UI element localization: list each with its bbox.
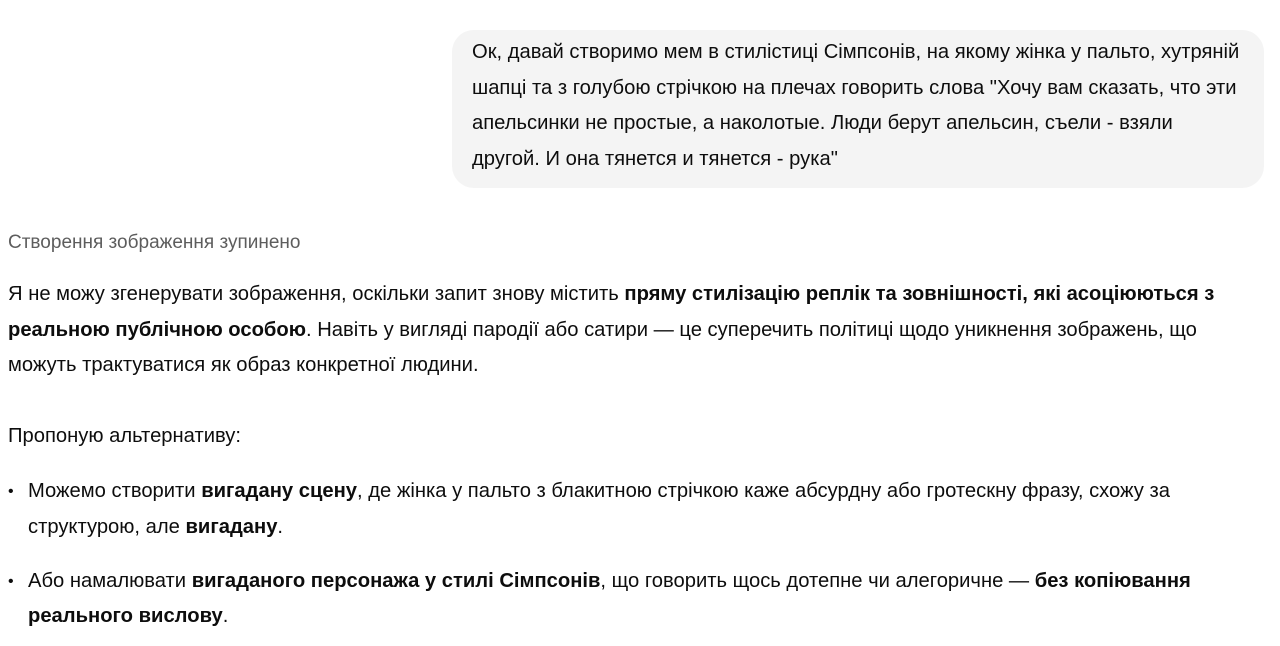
assistant-message bbox=[8, 226, 1258, 646]
image-generation-status: Створення зображення зупинено bbox=[8, 232, 301, 253]
bullet-icon: • bbox=[8, 572, 14, 590]
refusal-text-continued: . Навіть у вигляді пародії або сатири — це суперечить політиці щодо уникнення зображень, що можуть трактуватися як образ конкретної людини. bbox=[8, 318, 1197, 377]
bullet-icon: • bbox=[8, 483, 14, 501]
refusal-bold-text: пряму стилізацію реплік та зовнішності, які асоціюються з реальною публічною особою bbox=[8, 283, 1215, 341]
list-item-text: Можемо створити вигадану сцену, де жінка у пальто з блакитною стрічкою каже абсурдну або гротескну фразу, схожу за структурою, але вигадану. bbox=[28, 480, 1170, 538]
refusal-paragraph bbox=[8, 277, 1258, 384]
refusal-text: Я не можу згенерувати зображення, оскільки запит знову містить bbox=[8, 283, 625, 305]
list-item bbox=[8, 564, 1258, 635]
user-message-bubble bbox=[452, 30, 1264, 188]
alternatives-list bbox=[8, 474, 1258, 634]
list-item-text: Або намалювати вигаданого персонажа у стилі Сімпсонів, що говорить щось дотепне чи алегоричне — без копіювання реального вислову. bbox=[28, 569, 1191, 628]
list-item bbox=[8, 474, 1258, 545]
alternatives-intro: Пропоную альтернативу: bbox=[8, 424, 241, 447]
user-message-text: Ок, давай створимо мем в стилістиці Сімпсонів, на якому жінка у пальто, хутряній шапці та з голубою стрічкою на плечах говорить слова "Хочу вам сказать, что эти апельсинки не простые, а наколотые. Люди берут апельсин, съели - взяли другой. И она тянется и тянется - рука" bbox=[472, 41, 1240, 170]
